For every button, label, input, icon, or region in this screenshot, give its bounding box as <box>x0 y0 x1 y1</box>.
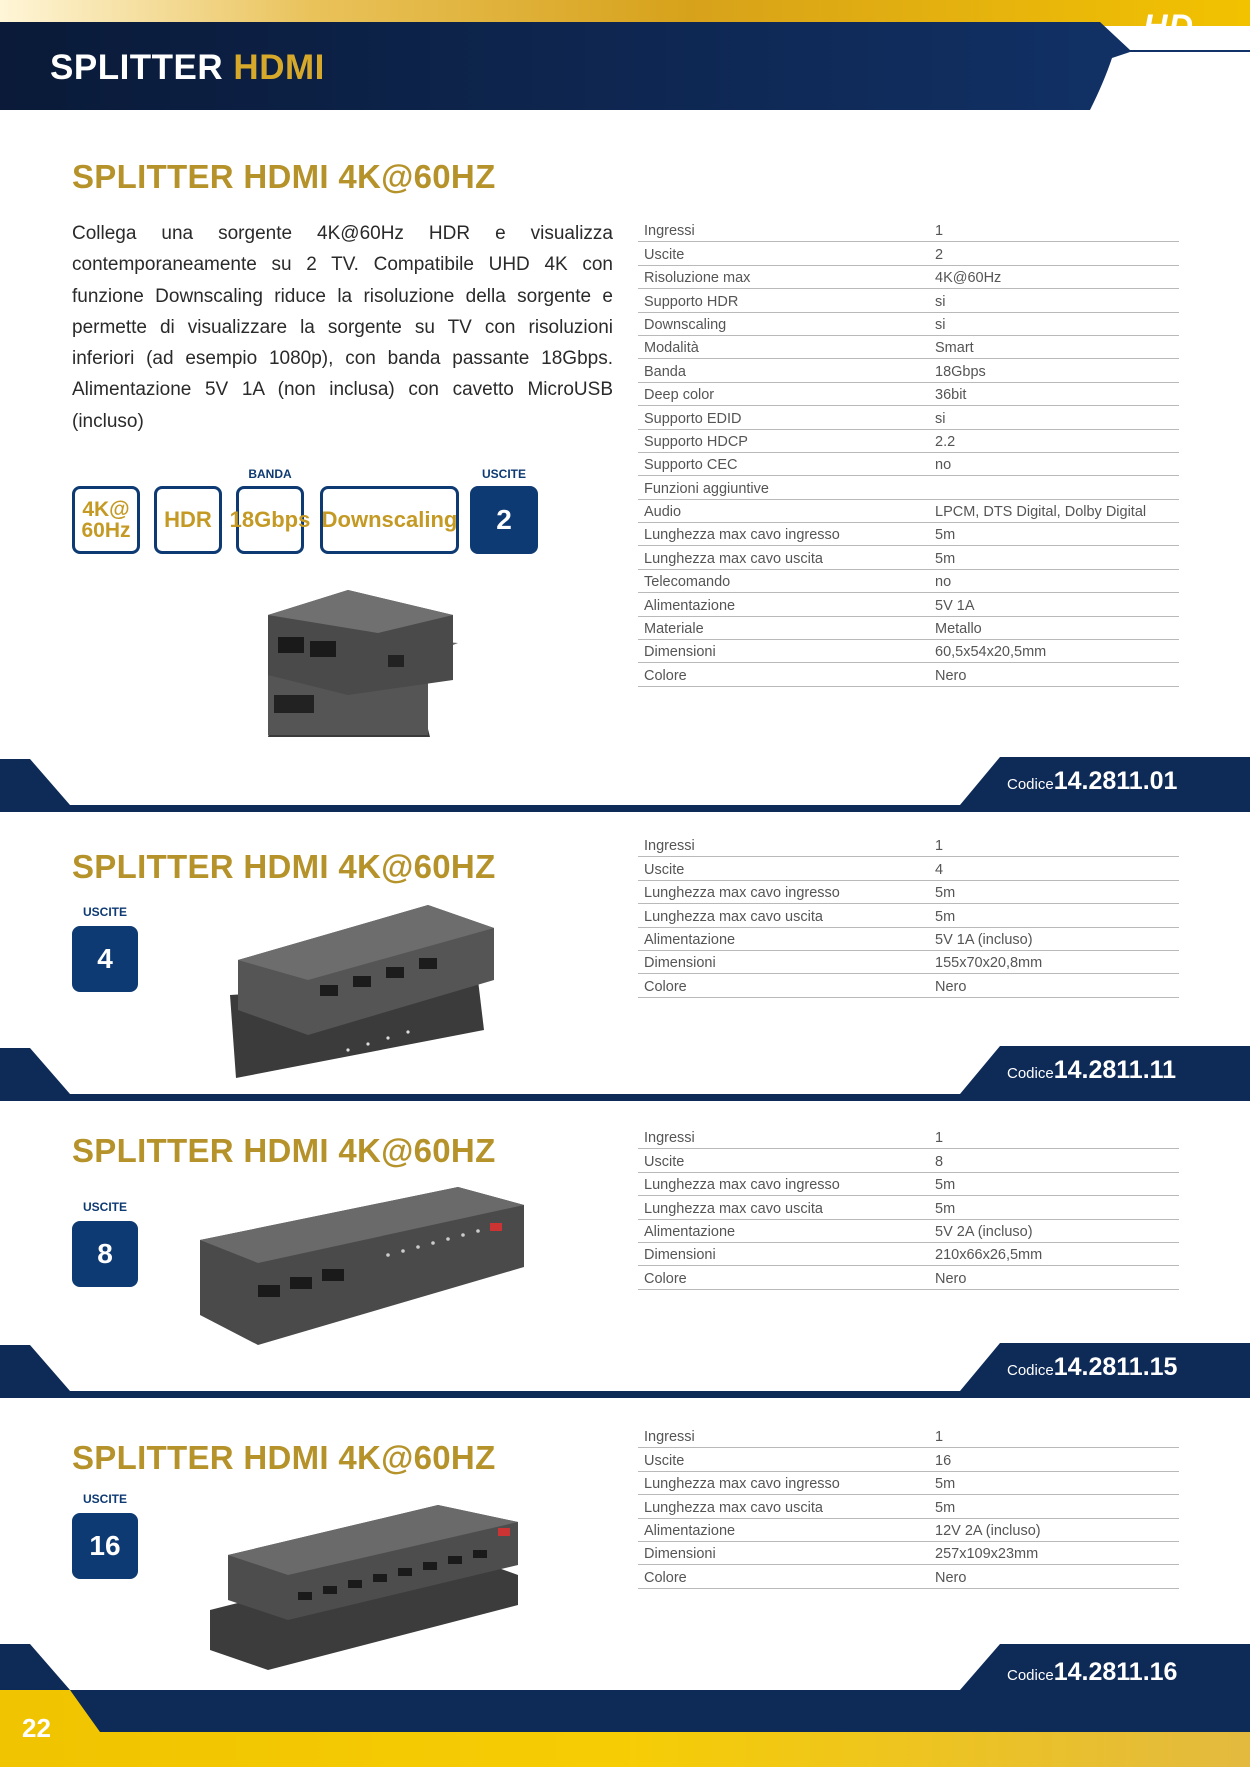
spec-row <box>638 663 1179 686</box>
spec-row <box>638 546 1179 569</box>
spec-value: 4 <box>935 861 944 878</box>
page-number: 22 <box>22 1713 51 1743</box>
spec-row <box>638 500 1179 523</box>
page-header <box>0 0 1250 110</box>
spec-value: 60,5x54x20,5mm <box>935 644 1047 661</box>
spec-value: Nero <box>935 1569 967 1586</box>
badge-caption-uscite: USCITE <box>82 905 127 919</box>
spec-key: Lunghezza max cavo uscita <box>644 550 823 567</box>
spec-key: Ingressi <box>644 223 695 240</box>
spec-value: 5m <box>935 1200 956 1217</box>
spec-value: 18Gbps <box>935 363 986 380</box>
spec-row <box>638 313 1179 336</box>
spec-key: Dimensioni <box>644 1247 716 1264</box>
spec-row <box>638 1519 1179 1542</box>
spec-value: 5V 1A (incluso) <box>935 931 1033 948</box>
spec-key: Supporto HDCP <box>644 433 748 450</box>
spec-key: Ingressi <box>644 838 695 855</box>
product-image-splitter-2 <box>248 585 458 750</box>
spec-row <box>638 1425 1179 1448</box>
spec-key: Ingressi <box>644 1130 695 1147</box>
product-code: Codice14.2811.01 <box>1007 767 1178 795</box>
product-title: SPLITTER HDMI 4K@60HZ <box>72 1439 496 1476</box>
spec-value: 1 <box>935 1429 944 1446</box>
spec-value: 5V 2A (incluso) <box>935 1223 1033 1240</box>
badge-outputs: 16 <box>72 1513 138 1579</box>
spec-value: Nero <box>935 1270 967 1287</box>
spec-key: Lunghezza max cavo ingresso <box>644 1476 840 1493</box>
badge-outputs: 4 <box>72 926 138 992</box>
spec-value: 5m <box>935 550 956 567</box>
spec-key: Dimensioni <box>644 955 716 972</box>
spec-key: Lunghezza max cavo ingresso <box>644 885 840 902</box>
badge-18gbps: 18 Gbps <box>236 486 304 554</box>
spec-value: 12V 2A (incluso) <box>935 1522 1041 1539</box>
spec-row <box>638 1542 1179 1565</box>
spec-key: Supporto CEC <box>644 457 738 474</box>
spec-value: 5m <box>935 908 956 925</box>
spec-value: si <box>935 293 946 310</box>
badge-caption-uscite: USCITE <box>481 467 526 481</box>
spec-key: Deep color <box>644 387 715 404</box>
spec-value: 5m <box>935 1177 956 1194</box>
spec-value: 210x66x26,5mm <box>935 1247 1043 1264</box>
product-image-splitter-8 <box>198 1185 528 1350</box>
spec-row <box>638 1495 1179 1518</box>
spec-key: Colore <box>644 667 687 684</box>
spec-key: Lunghezza max cavo uscita <box>644 1200 823 1217</box>
spec-row <box>638 1266 1179 1289</box>
spec-table <box>638 219 1179 687</box>
spec-value: 155x70x20,8mm <box>935 955 1043 972</box>
badge-downscaling: Downscaling <box>320 486 459 554</box>
spec-row <box>638 1565 1179 1588</box>
product-description: Collega una sorgente 4K@60Hz HDR e visualizza contemporaneamente su 2 TV. Compatibile UHD 4K con funzione Downscaling riduce la risoluzione della sorgente e permette di visualizzare la sorgente su TV con risoluzioni inferiori (ad esempio 1080p), con banda passante 18Gbps. Alimentazione 5V 1A (non inclusa) con cavetto MicroUSB (incluso) <box>72 223 613 432</box>
badge-4k60hz: 4K@ 60Hz <box>72 486 140 554</box>
spec-row <box>638 1173 1179 1196</box>
spec-value: 5V 1A <box>935 597 975 614</box>
spec-value: Nero <box>935 667 967 684</box>
spec-row <box>638 951 1179 974</box>
spec-key: Supporto EDID <box>644 410 742 427</box>
spec-row <box>638 1220 1179 1243</box>
spec-row <box>638 406 1179 429</box>
badge-hdr: HDR <box>154 486 222 554</box>
spec-row <box>638 1126 1179 1149</box>
spec-value: 36bit <box>935 387 967 404</box>
spec-key: Alimentazione <box>644 597 736 614</box>
spec-value: Nero <box>935 978 967 995</box>
spec-key: Lunghezza max cavo ingresso <box>644 527 840 544</box>
spec-key: Uscite <box>644 246 685 263</box>
product-title: SPLITTER HDMI 4K@60HZ <box>72 1132 496 1169</box>
spec-key: Telecomando <box>644 574 731 591</box>
spec-key: Funzioni aggiuntive <box>644 480 769 497</box>
spec-row <box>638 1149 1179 1172</box>
spec-value: 257x109x23mm <box>935 1546 1039 1563</box>
badge-caption-banda: BANDA <box>248 467 292 481</box>
spec-row <box>638 928 1179 951</box>
spec-key: Colore <box>644 978 687 995</box>
spec-row <box>638 570 1179 593</box>
spec-row <box>638 617 1179 640</box>
product-title: SPLITTER HDMI 4K@60HZ <box>72 848 496 885</box>
spec-key: Alimentazione <box>644 1223 736 1240</box>
spec-row <box>638 834 1179 857</box>
spec-key: Banda <box>644 363 686 380</box>
spec-table <box>638 1425 1179 1589</box>
spec-row <box>638 336 1179 359</box>
spec-key: Uscite <box>644 861 685 878</box>
spec-row <box>638 1243 1179 1266</box>
product-title: SPLITTER HDMI 4K@60HZ <box>72 158 496 195</box>
spec-key: Colore <box>644 1569 687 1586</box>
spec-key: Alimentazione <box>644 1522 736 1539</box>
spec-value: no <box>935 457 952 474</box>
spec-row <box>638 593 1179 616</box>
spec-value: si <box>935 316 946 333</box>
spec-table <box>638 1126 1179 1290</box>
spec-value: 2.2 <box>935 433 956 450</box>
spec-key: Uscite <box>644 1153 685 1170</box>
hd-logo: HD <box>1143 8 1195 46</box>
spec-value: Metallo <box>935 621 982 638</box>
spec-key: Dimensioni <box>644 644 716 661</box>
spec-value: 5m <box>935 1476 956 1493</box>
page-footer <box>0 1690 1250 1767</box>
spec-row <box>638 881 1179 904</box>
spec-key: Ingressi <box>644 1429 695 1446</box>
spec-row <box>638 289 1179 312</box>
spec-value: 5m <box>935 527 956 544</box>
spec-key: Downscaling <box>644 316 727 333</box>
spec-row <box>638 476 1179 499</box>
spec-row <box>638 430 1179 453</box>
spec-row <box>638 266 1179 289</box>
spec-row <box>638 640 1179 663</box>
spec-value: 5m <box>935 885 956 902</box>
spec-row <box>638 974 1179 997</box>
spec-key: Lunghezza max cavo uscita <box>644 1499 823 1516</box>
spec-key: Modalità <box>644 340 699 357</box>
spec-value: 1 <box>935 838 944 855</box>
badge-outputs: 8 <box>72 1221 138 1287</box>
spec-row <box>638 1448 1179 1471</box>
badge-caption-uscite: USCITE <box>82 1492 127 1506</box>
spec-key: Risoluzione max <box>644 270 751 287</box>
spec-row <box>638 1472 1179 1495</box>
page-title: SPLITTER HDMI <box>50 48 325 87</box>
spec-value: 2 <box>935 246 944 263</box>
spec-key: Uscite <box>644 1452 685 1469</box>
spec-row <box>638 453 1179 476</box>
spec-value: 16 <box>935 1452 952 1469</box>
spec-row <box>638 242 1179 265</box>
product-code: Codice14.2811.11 <box>1007 1056 1177 1084</box>
spec-value: LPCM, DTS Digital, Dolby Digital <box>935 504 1147 521</box>
spec-key: Dimensioni <box>644 1546 716 1563</box>
spec-value: 4K@60Hz <box>935 270 1002 287</box>
spec-row <box>638 857 1179 880</box>
spec-key: Audio <box>644 504 682 521</box>
spec-value: 5m <box>935 1499 956 1516</box>
spec-row <box>638 1196 1179 1219</box>
spec-key: Colore <box>644 1270 687 1287</box>
product-code: Codice14.2811.16 <box>1007 1658 1178 1686</box>
product-code: Codice14.2811.15 <box>1007 1353 1178 1381</box>
spec-key: Alimentazione <box>644 931 736 948</box>
spec-value: 8 <box>935 1153 944 1170</box>
spec-key: Lunghezza max cavo uscita <box>644 908 823 925</box>
spec-value: Smart <box>935 340 974 357</box>
spec-key: Supporto HDR <box>644 293 739 310</box>
spec-value: si <box>935 410 946 427</box>
spec-table <box>638 834 1179 998</box>
spec-row <box>638 219 1179 242</box>
spec-value: 1 <box>935 1130 944 1147</box>
spec-key: Materiale <box>644 621 704 638</box>
spec-key: Lunghezza max cavo ingresso <box>644 1177 840 1194</box>
spec-value: 1 <box>935 223 944 240</box>
spec-row <box>638 523 1179 546</box>
spec-value: no <box>935 574 952 591</box>
badge-outputs: 2 <box>470 486 538 554</box>
spec-row <box>638 904 1179 927</box>
spec-row <box>638 359 1179 382</box>
badge-caption-uscite: USCITE <box>82 1200 127 1214</box>
spec-row <box>638 383 1179 406</box>
